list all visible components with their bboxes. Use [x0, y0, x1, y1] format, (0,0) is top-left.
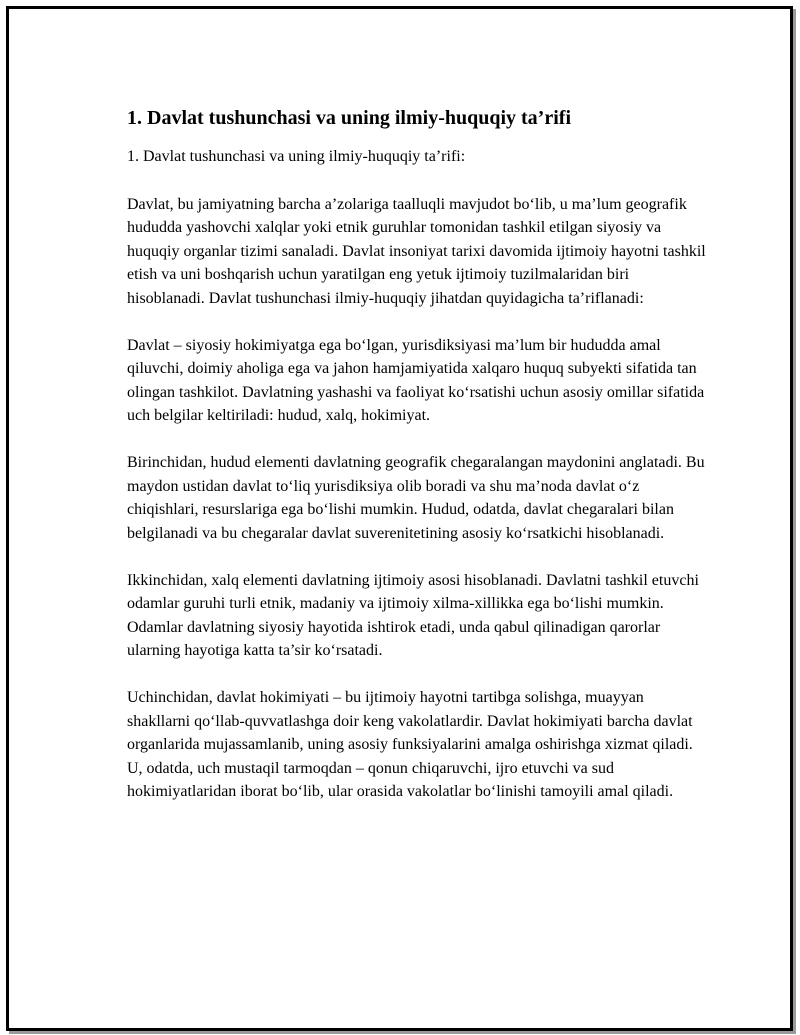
paragraph-definition: Davlat, bu jamiyatning barcha a’zolariga taalluqli mavjudot bo‘lib, u ma’lum geografik hududda yashovchi xalqlar yoki etnik guruhlar tomonidan tashkil etilgan siyosiy va huquqiy organlar tizimi sanaladi. Davlat insoniyat tarixi davomida ijtimoiy hayotni tashkil etish va uni boshqarish uchun yaratilgan eng yetuk ijtimoiy tuzilmalaridan biri hisoblanadi. Davlat tushunchasi ilmiy-huquqiy jihatdan quyidagicha ta’riflanadi: [127, 195, 706, 307]
paragraph-people: Ikkinchidan, xalq elementi davlatning ijtimoiy asosi hisoblanadi. Davlatni tashkil etuvchi odamlar guruhi turli etnik, madaniy va ijtimoiy xilma-xillikka ega bo‘lishi mumkin. Odamlar davlatning siyosiy hayotida ishtirok etadi, unda qabul qilinadigan qarorlar ularning hayotiga katta ta’sir ko‘rsatadi. [127, 571, 699, 659]
page-frame [6, 6, 793, 1031]
paragraph-state-elements: Davlat – siyosiy hokimiyatga ega bo‘lgan, yurisdiksiyasi ma’lum bir hududda amal qiluvchi, doimiy aholiga ega va jahon hamjamiyatida xalqaro huquq subyekti sifatida tan olingan tashkilot. Davlatning yashashi va faoliyat ko‘rsatishi uchun asosiy omillar sifatida uch belgilar keltiriladi: hudud, xalq, hokimiyat. [127, 336, 705, 424]
document-subheading: 1. Davlat tushunchasi va uning ilmiy-huquqiy ta’rifi: [127, 148, 466, 165]
document-body [127, 105, 707, 827]
paragraph-authority: Uchinchidan, davlat hokimiyati – bu ijtimoiy hayotni tartibga solishga, muayyan shakllarni qo‘llab-quvvatlashga doir keng vakolatlardir. Davlat hokimiyati barcha davlat organlarida mujassamlanib, uning asosiy funksiyalarini amalga oshirishga xizmat qiladi. U, odatda, uch mustaqil tarmoqdan – qonun chiqaruvchi, ijro etuvchi va sud hokimiyatlaridan iborat bo‘lib, ular orasida vakolatlar bo‘linishi tamoyili amal qiladi. [127, 689, 693, 800]
document-heading: 1. Davlat tushunchasi va uning ilmiy-huquqiy ta’rifi [127, 107, 571, 129]
paragraph-territory: Birinchidan, hudud elementi davlatning geografik chegaralangan maydonini anglatadi. Bu maydon ustidan davlat to‘liq yurisdiksiya olib boradi va shu ma’noda davlat o‘z chiqishlari, resurslariga ega bo‘lishi mumkin. Hudud, odatda, davlat chegaralari bilan belgilanadi va bu chegaralar davlat suverenitetining asosiy ko‘rsatkichi hisoblanadi. [127, 454, 705, 542]
